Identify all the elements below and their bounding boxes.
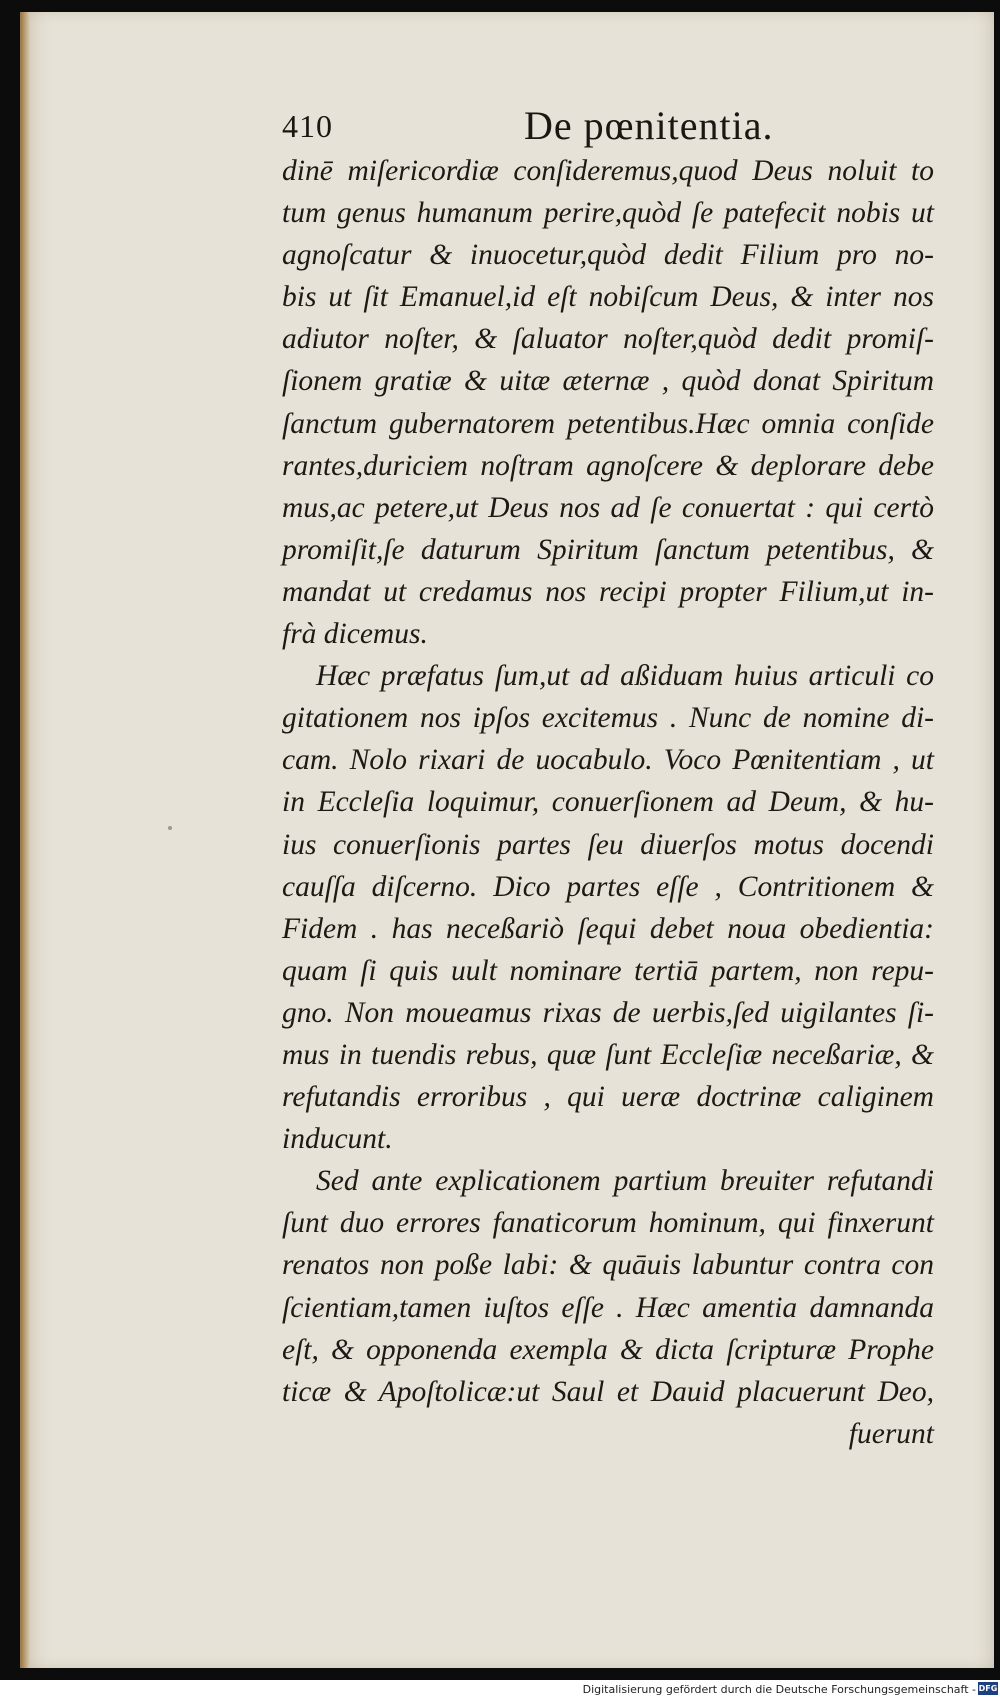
text-line: bis ut ſit Emanuel,id eſt nobiſcum Deus, & inter nos (282, 281, 934, 314)
text-line: quam ſi quis uult nominare tertiā partem, non repu- (282, 954, 934, 987)
text-line: Fidem . has neceßariò ſequi debet noua obedientia: (282, 912, 934, 945)
text-line: cauſſa diſcerno. Dico partes eſſe , Contritionem & (282, 870, 934, 903)
text-line: Sed ante explicationem partium breuiter refutandi (316, 1165, 934, 1198)
text-line: ſcientiam,tamen iuſtos eſſe . Hæc amentia damnanda (282, 1291, 934, 1324)
text-line: cam. Nolo rixari de uocabulo. Voco Pœnitentiam , ut (282, 744, 934, 777)
text-line: tum genus humanum perire,quòd ſe patefecit nobis ut (282, 197, 934, 230)
text-line: inducunt. (282, 1123, 393, 1156)
text-line: renatos non poße labi: & quāuis labuntur contra con (282, 1249, 934, 1282)
text-line: ſionem gratiæ & uitæ æternæ , quòd donat Spiritum (282, 365, 934, 398)
text-line: mandat ut credamus nos recipi propter Filium,ut in- (282, 575, 934, 608)
text-line: rantes,duriciem noſtram agnoſcere & deplorare debe (282, 449, 934, 482)
paper-speck (168, 826, 172, 830)
text-line: adiutor noſter, & ſaluator noſter,quòd dedit promiſ- (282, 323, 934, 356)
text-line: promiſit,ſe daturum Spiritum ſanctum petentibus, & (282, 533, 934, 566)
text-line: frà dicemus. (282, 618, 428, 651)
text-line: in Eccleſia loquimur, conuerſionem ad Deum, & hu- (282, 786, 934, 819)
text-line: agnoſcatur & inuocetur,quòd dedit Filium pro no- (282, 239, 934, 272)
text-line: dinē miſericordiæ conſideremus,quod Deus noluit to (282, 155, 934, 187)
digitization-credit: Digitalisierung gefördert durch die Deutsche Forschungsgemeinschaft - (582, 1683, 976, 1696)
page-gutter-edge (22, 12, 30, 1668)
running-head: De pœnitentia. (524, 103, 774, 148)
text-line: gno. Non moueamus rixas de uerbis,ſed uigilantes ſi- (282, 996, 934, 1029)
text-line: eſt, & opponenda exempla & dicta ſcripturæ Prophe (282, 1333, 934, 1366)
text-line: ticæ & Apoſtolicæ:ut Saul et Dauid placuerunt Deo, (282, 1375, 934, 1408)
page-number: 410 (282, 108, 333, 144)
catchword: fuerunt (848, 1417, 934, 1450)
page-header (282, 103, 902, 152)
text-line: refutandis erroribus , qui ueræ doctrinæ caliginem (282, 1081, 934, 1114)
text-line: ius conuerſionis partes ſeu diuerſos motus docendi (282, 828, 934, 861)
text-line: gitationem nos ipſos excitemus . Nunc de nomine di- (282, 702, 934, 735)
text-line: ſanctum gubernatorem petentibus.Hæc omnia conſide (282, 407, 934, 440)
text-line: mus in tuendis rebus, quæ ſunt Eccleſiæ neceßariæ, & (282, 1038, 934, 1071)
body-text (282, 150, 934, 1455)
text-line: mus,ac petere,ut Deus nos ad ſe conuertat : qui certò (282, 491, 934, 524)
text-line: ſunt duo errores fanaticorum hominum, qui finxerunt (282, 1207, 934, 1240)
dfg-logo: DFG (978, 1684, 998, 1693)
text-line: Hæc præfatus ſum,ut ad aßiduam huius articuli co (316, 660, 934, 693)
